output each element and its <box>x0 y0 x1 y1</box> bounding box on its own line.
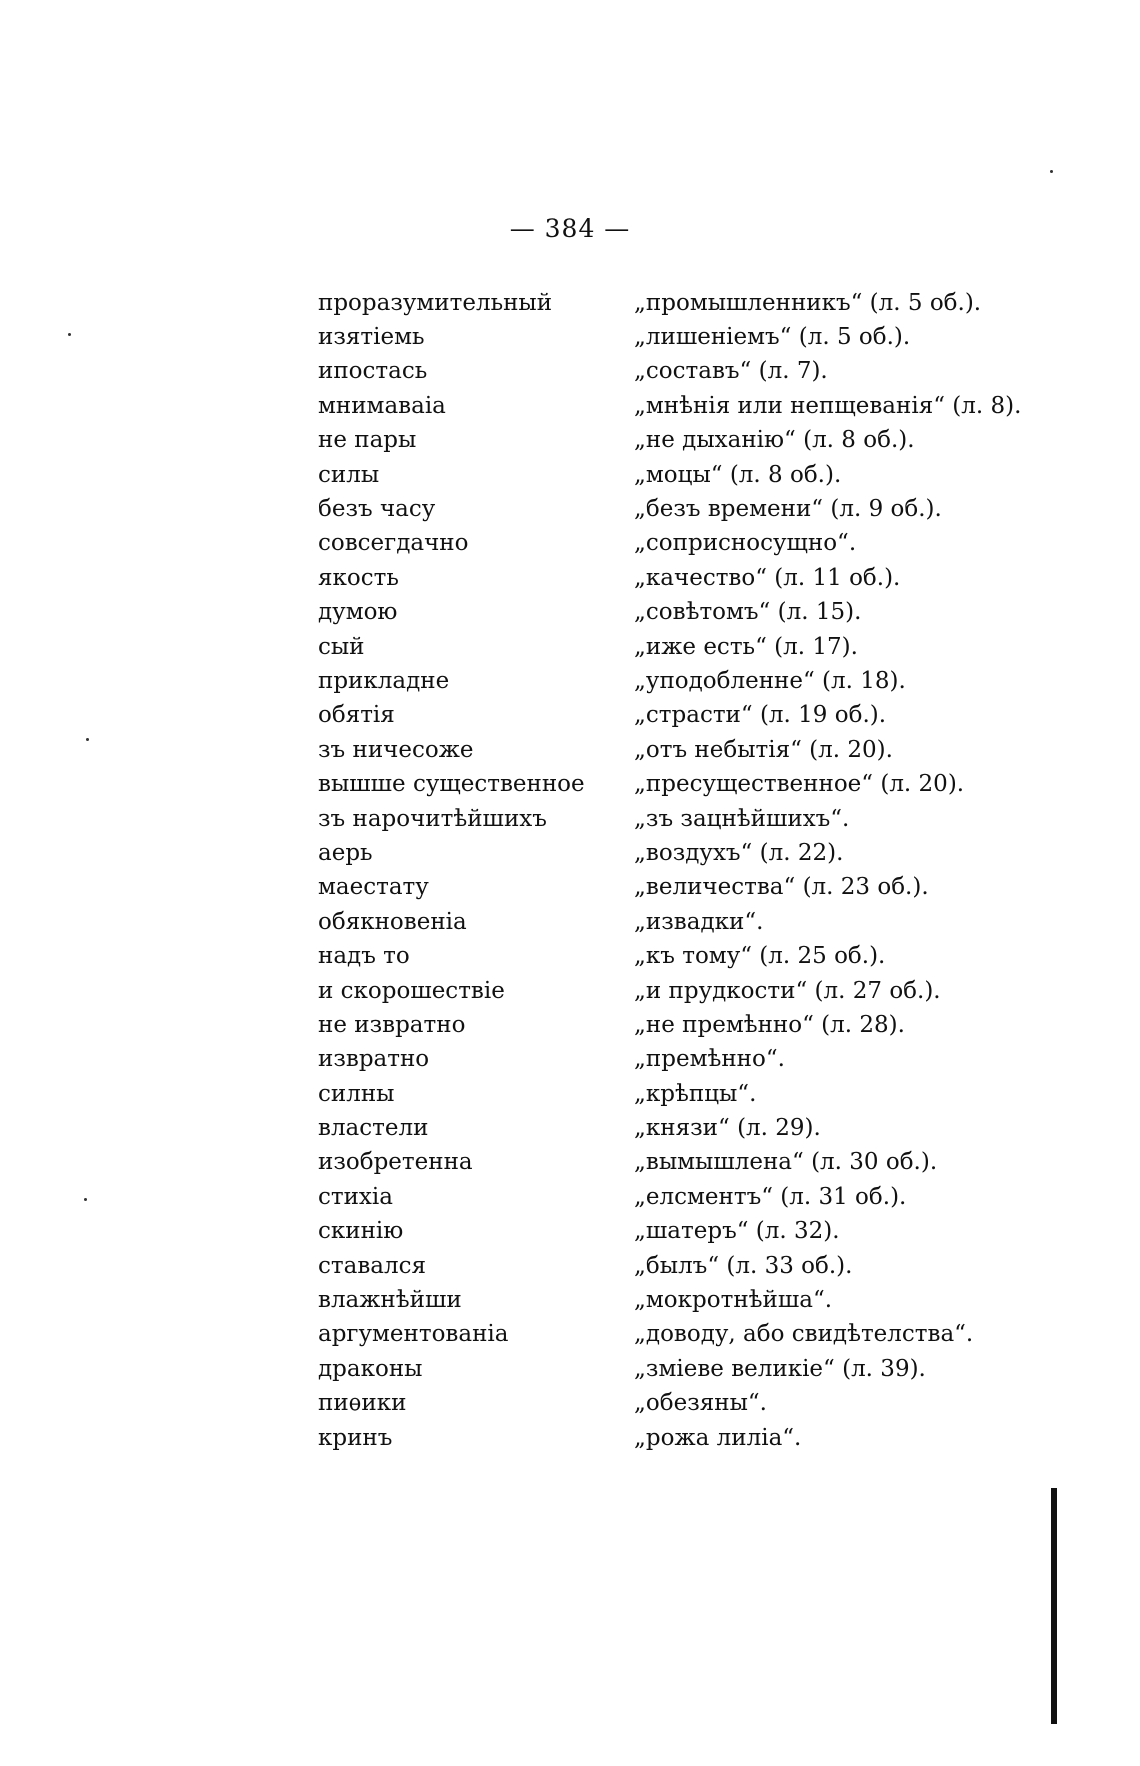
print-speck <box>86 738 89 741</box>
glossary-term: силы <box>318 461 380 488</box>
glossary-term: аргументованіа <box>318 1321 509 1348</box>
glossary-row <box>318 1043 1018 1077</box>
glossary-definition: „величества“ (л. 23 об.). <box>634 874 929 901</box>
glossary-definition: „обезяны“. <box>634 1390 767 1417</box>
glossary-row <box>318 974 1018 1008</box>
glossary-term: властели <box>318 1115 429 1142</box>
glossary-term: мнимаваіа <box>318 392 446 419</box>
print-speck <box>68 333 71 336</box>
glossary-row <box>318 561 1018 595</box>
glossary-definition: „доводу, або свидѣтелства“. <box>634 1321 974 1348</box>
glossary-definition: „безъ времени“ (л. 9 об.). <box>634 496 942 523</box>
page-number: — 384 — <box>509 214 631 243</box>
glossary-term: думою <box>318 599 398 626</box>
glossary-definition: „лишеніемъ“ (л. 5 об.). <box>634 324 911 351</box>
glossary-row <box>318 939 1018 973</box>
glossary-term: зъ ничесоже <box>318 736 474 763</box>
glossary-row <box>318 527 1018 561</box>
glossary-term: сый <box>318 633 365 660</box>
glossary-row <box>318 767 1018 801</box>
glossary-definition: „совѣтомъ“ (л. 15). <box>634 599 862 626</box>
glossary-term: надъ то <box>318 943 410 970</box>
glossary-list <box>318 286 1022 1455</box>
glossary-definition: „премѣнно“. <box>634 1046 785 1073</box>
glossary-definition: „рожа лиліа“. <box>634 1424 802 1451</box>
glossary-term: якость <box>318 564 399 591</box>
glossary-definition: „пресущественное“ (л. 20). <box>634 771 965 798</box>
glossary-term: безъ часу <box>318 496 436 523</box>
glossary-term: проразумительный <box>318 289 553 316</box>
glossary-definition: „крѣпцы“. <box>634 1080 757 1107</box>
glossary-definition: „составъ“ (л. 7). <box>634 358 828 385</box>
glossary-definition: „уподобленне“ (л. 18). <box>634 667 906 694</box>
glossary-row <box>318 596 1018 630</box>
glossary-definition: „страсти“ (л. 19 об.). <box>634 702 887 729</box>
glossary-definition: „мокротнѣйша“. <box>634 1287 833 1314</box>
glossary-definition: „не дыханію“ (л. 8 об.). <box>634 427 915 454</box>
glossary-row <box>318 1146 1018 1180</box>
glossary-row <box>318 1249 1018 1283</box>
glossary-term: изобретенна <box>318 1149 473 1176</box>
glossary-term: силны <box>318 1080 395 1107</box>
margin-rule <box>1051 1488 1057 1724</box>
glossary-term: обякновеніа <box>318 908 467 935</box>
glossary-row <box>318 389 1022 423</box>
glossary-term: зъ нарочитѣйшихъ <box>318 805 547 832</box>
glossary-definition: „зміеве великіе“ (л. 39). <box>634 1355 926 1382</box>
glossary-term: маестату <box>318 874 429 901</box>
glossary-term: влажнѣйши <box>318 1287 462 1314</box>
glossary-term: ставался <box>318 1252 426 1279</box>
glossary-term: не извратно <box>318 1011 466 1038</box>
glossary-definition: „мнѣнія или непщеванія“ (л. 8). <box>634 392 1022 419</box>
glossary-term: вышше существенное <box>318 771 585 798</box>
glossary-term: прикладне <box>318 667 450 694</box>
glossary-definition: „отъ небытія“ (л. 20). <box>634 736 893 763</box>
glossary-term: обятія <box>318 702 395 729</box>
glossary-definition: „и прудкости“ (л. 27 об.). <box>634 977 941 1004</box>
glossary-definition: „зъ зацнѣйшихъ“. <box>634 805 850 832</box>
glossary-definition: „качество“ (л. 11 об.). <box>634 564 901 591</box>
glossary-row <box>318 836 1018 870</box>
glossary-row <box>318 1111 1018 1145</box>
glossary-term: кринъ <box>318 1424 393 1451</box>
glossary-definition: „къ тому“ (л. 25 об.). <box>634 943 886 970</box>
glossary-row <box>318 1215 1018 1249</box>
glossary-term: стихіа <box>318 1183 393 1210</box>
glossary-row <box>318 733 1018 767</box>
glossary-term: не пары <box>318 427 417 454</box>
glossary-row <box>318 871 1018 905</box>
glossary-term: ипостась <box>318 358 428 385</box>
glossary-definition: „иже есть“ (л. 17). <box>634 633 858 660</box>
glossary-definition: „соприсносущно“. <box>634 530 857 557</box>
glossary-row <box>318 1283 1018 1317</box>
glossary-row <box>318 630 1018 664</box>
glossary-definition: „вымышлена“ (л. 30 об.). <box>634 1149 938 1176</box>
glossary-definition: „князи“ (л. 29). <box>634 1115 821 1142</box>
glossary-row <box>318 492 1018 526</box>
glossary-term: аерь <box>318 839 373 866</box>
glossary-definition: „промышленникъ“ (л. 5 об.). <box>634 289 982 316</box>
glossary-definition: „шатеръ“ (л. 32). <box>634 1218 840 1245</box>
glossary-row <box>318 320 1018 354</box>
glossary-term: изятіемь <box>318 324 425 351</box>
print-speck <box>84 1198 87 1201</box>
glossary-row <box>318 424 1018 458</box>
glossary-definition: „воздухъ“ (л. 22). <box>634 839 844 866</box>
glossary-row <box>318 458 1018 492</box>
glossary-row <box>318 802 1018 836</box>
glossary-row <box>318 1352 1018 1386</box>
glossary-definition: „былъ“ (л. 33 об.). <box>634 1252 853 1279</box>
glossary-row <box>318 1318 1018 1352</box>
glossary-row <box>318 286 1018 320</box>
glossary-term: совсегдачно <box>318 530 469 557</box>
glossary-row <box>318 1421 1018 1455</box>
glossary-term: драконы <box>318 1355 423 1382</box>
print-speck <box>1050 170 1053 173</box>
glossary-row <box>318 1387 1018 1421</box>
glossary-definition: „елсментъ“ (л. 31 об.). <box>634 1183 907 1210</box>
glossary-row <box>318 1008 1018 1042</box>
glossary-row <box>318 699 1018 733</box>
glossary-row <box>318 355 1018 389</box>
glossary-row <box>318 1077 1018 1111</box>
glossary-term: извратно <box>318 1046 430 1073</box>
glossary-definition: „моцы“ (л. 8 об.). <box>634 461 842 488</box>
glossary-row <box>318 905 1018 939</box>
glossary-term: пиѳики <box>318 1390 407 1417</box>
glossary-definition: „извадки“. <box>634 908 764 935</box>
glossary-row <box>318 1180 1018 1214</box>
glossary-term: и скорошествіе <box>318 977 505 1004</box>
glossary-definition: „не премѣнно“ (л. 28). <box>634 1011 905 1038</box>
glossary-term: скинію <box>318 1218 404 1245</box>
glossary-row <box>318 664 1018 698</box>
